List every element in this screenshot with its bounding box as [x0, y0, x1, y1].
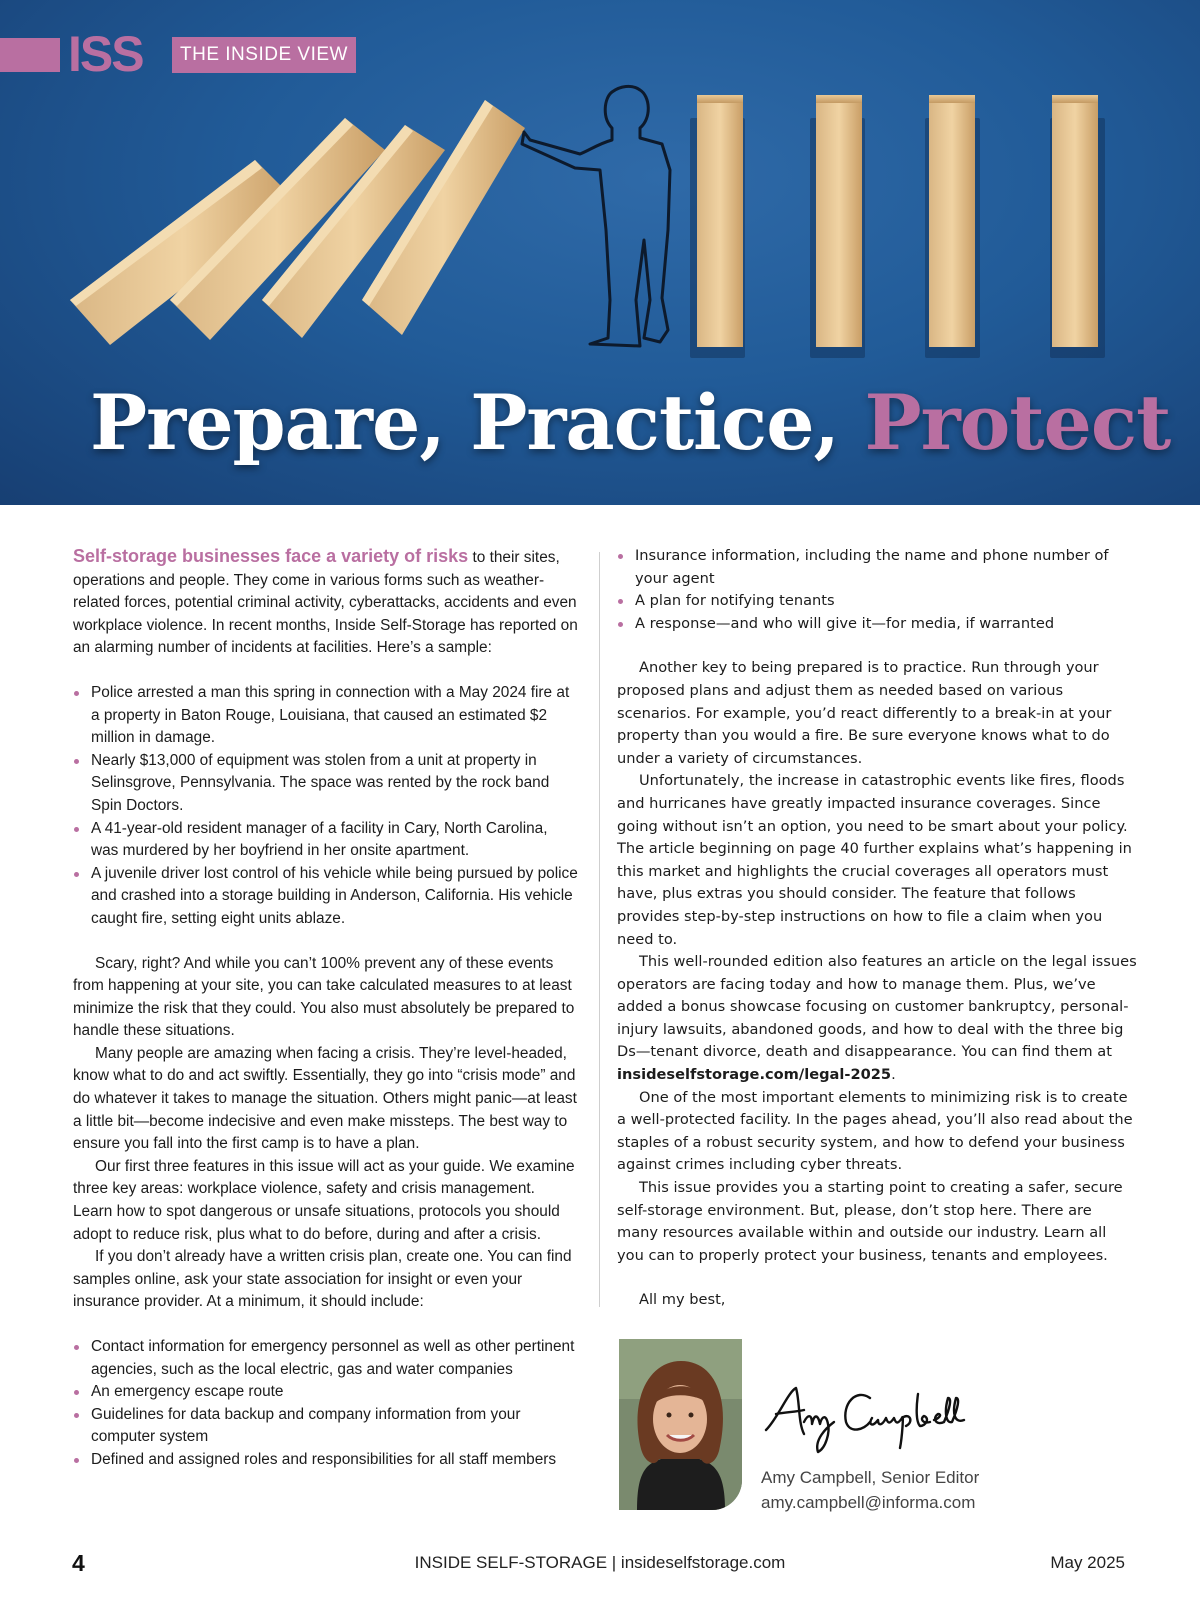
legal-link[interactable]: insideselfstorage.com/legal-2025: [617, 1066, 892, 1084]
hero-banner: [0, 0, 1200, 505]
incident-list: [73, 682, 578, 931]
legal-text: This well-rounded edition also features an article on the legal issues operators are facing today and how to manage them. Plus, we’ve added a bonus showcase focusing on customer bankruptcy, personal-injury lawsuits, abandoned goods, and how to deal with the three big Ds—tenant divorce, death and disappearance. You can find them at: [617, 953, 1137, 1061]
list-item: A 41-year-old resident manager of a facility in Cary, North Carolina, was murdered by her boyfriend in her onsite apartment.: [73, 818, 578, 863]
page-number: 4: [72, 1550, 85, 1576]
page-footer: [0, 1550, 1200, 1580]
figure-outline: [522, 86, 670, 346]
body-paragraph: Many people are amazing when facing a crisis. They’re level-headed, know what to do and act swiftly. Essentially, they go into “crisis mode” and do whatever it takes to manage the situation. Others might panic—at least a little bit—become indecisive and even make missteps. The best way to ensure you fall into the first camp is to have a plan.: [73, 1044, 577, 1153]
section-tag: THE INSIDE VIEW: [172, 37, 356, 73]
body-paragraph: Unfortunately, the increase in catastrophic events like fires, floods and hurricanes have greatly impacted insurance coverages. Since going without isn’t an option, you need to be smart about your policy. The article beginning on page 40 further explains what’s happening in this market and highlights the crucial coverages all operators must have, plus extras you should consider. The feature that follows provides step-by-step instructions on how to file a claim when you need to.: [617, 772, 1132, 948]
list-item: Insurance information, including the name and phone number of your agent: [617, 545, 1137, 590]
crisis-plan-list-continued: [617, 545, 1137, 635]
body-paragraph: This issue provides you a starting point to creating a safer, secure self-storage environment. But, please, don’t stop here. There are many resources available within and outside our industry. Learn all you can to properly protect your business, tenants and employees.: [617, 1179, 1123, 1264]
brand-logo: ISS: [68, 26, 143, 82]
right-column: [617, 545, 1137, 1312]
handwritten-signature: [760, 1378, 1000, 1458]
title-accent-word: Protect: [864, 378, 1171, 467]
signer-name-title: Amy Campbell, Senior Editor: [761, 1468, 980, 1487]
list-item: Contact information for emergency personnel as well as other pertinent agencies, such as the local electric, gas and water companies: [73, 1336, 578, 1381]
title-part-1: Prepare, Practice,: [90, 378, 865, 467]
list-item: Police arrested a man this spring in connection with a May 2024 fire at a property in Baton Rouge, Louisiana, that caused an estimated $2 million in damage.: [73, 682, 578, 750]
crisis-plan-list: [73, 1336, 578, 1472]
list-item: A response—and who will give it—for media, if warranted: [617, 613, 1137, 636]
left-column: [73, 545, 578, 1472]
body-paragraph: Our first three features in this issue will act as your guide. We examine three key areas: workplace violence, safety and crisis management. Learn how to spot dangerous or unsafe situations, protocols you should adopt to reduce risk, plus what to do before, during and after a crisis.: [73, 1157, 575, 1243]
list-item: An emergency escape route: [73, 1381, 578, 1404]
brand-accent-bar: [0, 38, 60, 72]
list-item: A plan for notifying tenants: [617, 590, 1137, 613]
list-item: Nearly $13,000 of equipment was stolen from a unit at property in Selinsgrove, Pennsylvania. The space was rented by the rock band Spin Doctors.: [73, 750, 578, 818]
list-item: Guidelines for data backup and company information from your computer system: [73, 1404, 578, 1449]
body-paragraph: Another key to being prepared is to practice. Run through your proposed plans and adjust them as needed based on various scenarios. For example, you’d react differently to a break-in at your property than you would a fire. Be sure everyone knows what to do under a variety of circumstances.: [617, 659, 1112, 767]
body-paragraph: One of the most important elements to minimizing risk is to create a well-protected facility. In the pages ahead, you’ll also read about the staples of a robust security system, and how to defend your business against crimes including cyber threats.: [617, 1088, 1133, 1174]
lead-paragraph: [73, 545, 578, 660]
closing-line: All my best,: [639, 1291, 726, 1309]
body-paragraph: Scary, right? And while you can’t 100% prevent any of these events from happening at your site, you can take calculated measures to at least minimize the risk that they could. You also must absolutely be prepared to handle these situations.: [73, 954, 575, 1040]
standing-dominoes: [697, 95, 1098, 347]
editor-photo: [619, 1339, 742, 1510]
column-divider: [599, 552, 600, 1307]
lead-text: to their sites, operations and people. They come in various forms such as weather-related forces, potential criminal activity, cyberattacks, accidents and even workplace violence. In recent months, Inside Self-Storage has reported on an alarming number of incidents at facilities. Here’s a sample:: [73, 549, 578, 657]
issue-date: May 2025: [1050, 1553, 1125, 1572]
body-paragraph: If you don’t already have a written crisis plan, create one. You can find samples online, ask your state association for insight or even your insurance provider. At a minimum, it should include:: [73, 1248, 572, 1311]
signer-email[interactable]: amy.campbell@informa.com: [761, 1493, 976, 1512]
list-item: A juvenile driver lost control of his vehicle while being pursued by police and crashed into a storage building in Anderson, California. His vehicle caught fire, setting eight units ablaze.: [73, 863, 578, 931]
page-title: [90, 378, 1170, 468]
lead-heading: Self-storage businesses face a variety of risks: [73, 546, 469, 566]
footer-publication: INSIDE SELF-STORAGE | insideselfstorage.com: [414, 1553, 786, 1572]
legal-paragraph: [617, 951, 1137, 1087]
legal-text-end: .: [891, 1066, 896, 1084]
list-item: Defined and assigned roles and responsibilities for all staff members: [73, 1449, 578, 1472]
